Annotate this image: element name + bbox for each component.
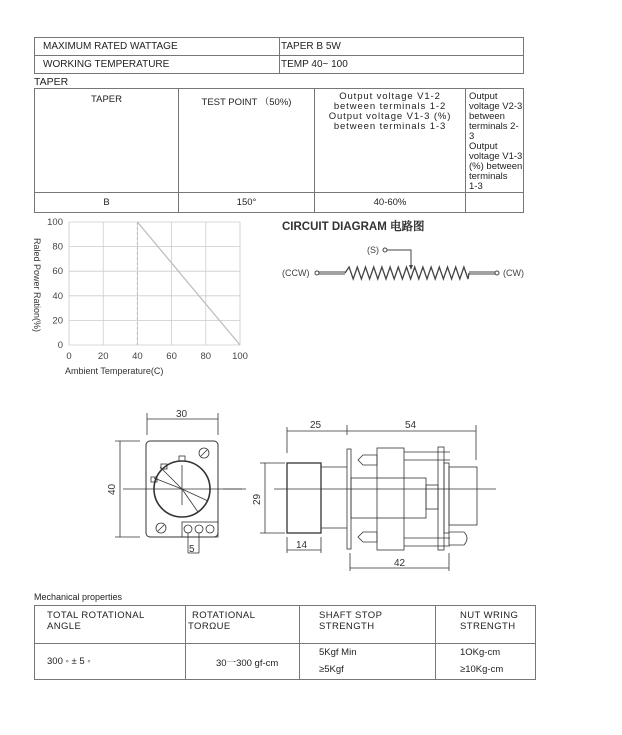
dim-height: 40 [107,483,118,495]
cell-angle: 300 ◦ ± 5 ◦ [35,644,186,680]
mechanical-drawing [100,405,520,575]
table-row [35,56,524,74]
header-output-v12 [315,89,466,193]
spec-value: TEMP 40~ 100 [280,56,524,74]
bushing [351,478,426,518]
cell-line: 1OKg-cm [460,647,501,658]
table-row [35,644,536,680]
mechanical-heading: Mechanical properties [34,592,123,602]
derating-chart [20,210,260,385]
header-line: STRENGTH [460,621,516,632]
rear-housing [449,467,477,525]
terminal-icon [195,525,203,533]
header-taper: TAPER [35,89,179,193]
spec-value: TAPER B 5W [280,38,524,56]
nut-outline [377,448,404,550]
front-view [107,409,242,555]
dim-pitch: 5 [189,544,195,555]
header-test-point: TEST POINT （50%) [179,89,315,193]
circuit-diagram [270,212,550,287]
terminal-pin-icon [358,532,377,542]
side-view [223,420,496,571]
circuit-title: CIRCUIT DIAGRAM 电路图 [282,221,425,233]
y-axis-label: Raled Power Ration(%) [32,238,42,333]
header-nut-wring [436,606,536,644]
terminal-icon [206,525,214,533]
x-axis-label: Ambient Temperature(C) [65,366,164,376]
resistor-icon [345,267,469,279]
y-tick-label: 100 [47,217,63,228]
header-line: NUT WRING [460,610,519,621]
terminal-block [182,522,218,537]
angle-line [160,467,182,489]
terminal-icon [184,525,192,533]
table-header-row [35,89,524,193]
header-line: TORΩUE [188,621,231,632]
header-line: between terminals 1-2 [333,101,447,112]
header-line: Output voltage V1-3 [469,141,523,162]
table-row [35,38,524,56]
header-line: 1-3 [469,181,483,192]
dim-width: 30 [176,409,188,420]
header-line: SHAFT STOP [319,610,383,621]
cell-taper: B [35,193,179,213]
chart-grid [69,222,240,345]
cell-test-point: 150° [179,193,315,213]
cell-output-v23 [466,193,524,213]
wiper-label: (S) [367,245,379,255]
rear-plate [438,447,444,550]
header-shaft-stop [300,606,436,644]
screw-slot [158,525,164,531]
x-tick-label: 0 [66,351,72,362]
ccw-label: (CCW) [282,268,310,278]
cw-label: (CW) [503,268,524,278]
wiper-terminal-icon [383,248,387,252]
header-output-v23 [466,89,524,193]
x-tick-label: 40 [132,351,143,362]
taper-heading: TAPER [34,76,69,88]
cell-output-v12: 40-60% [315,193,466,213]
y-tick-label: 80 [52,241,63,253]
y-tick-label: 60 [52,266,63,278]
mechanical-table [34,605,536,680]
cell-torque: 30一300 gf-cm [186,644,300,680]
rear-plate [444,463,449,533]
header-line: Output voltage V2-3 [469,91,523,112]
x-tick-label: 20 [97,351,109,362]
cell-line: ≥10Kg-cm [460,664,504,675]
header-line: ROTATIONAL [192,610,256,621]
cell-line: ≥5Kgf [319,664,344,675]
screw-slot [201,450,207,456]
y-tick-label: 0 [57,340,63,351]
spec-table [34,37,524,74]
dim-knob-dia: 29 [252,493,263,505]
header-rotational-torque [186,606,300,644]
series-line [137,222,240,345]
dim-body: 42 [394,558,406,569]
dim-total: 54 [405,420,417,431]
header-line: Output voltage V1-2 [339,91,441,102]
spec-label: MAXIMUM RATED WATTAGE [35,38,280,56]
angle-line [154,478,182,489]
x-tick-label: 60 [166,351,177,362]
x-tick-label: 80 [200,351,212,362]
mount-plate [347,449,351,549]
knob-outline [287,463,321,533]
cell-shaft-stop [300,644,436,680]
terminal-pin-icon [358,455,377,465]
taper-table [34,88,524,213]
header-line: STRENGTH [319,621,375,632]
cell-line: 5Kgf Min [319,647,357,658]
header-line: Output voltage V1-3 (%) [328,111,452,122]
y-tick-label: 40 [52,290,63,302]
dim-knob-len: 14 [296,540,308,551]
header-line: TOTAL ROTATIONAL [47,610,145,621]
y-tick-label: 20 [52,315,63,327]
ccw-terminal-icon [315,271,319,275]
cw-terminal-icon [495,271,499,275]
terminal-tab-icon [449,532,467,545]
chart-ticks [47,217,248,362]
table-header-row [35,606,536,644]
header-rotational-angle [35,606,186,644]
header-line: (%) between terminals [469,161,523,182]
cell-nut-wring [436,644,536,680]
header-line: ANGLE [47,621,82,632]
header-line: between terminals 1-3 [333,121,447,132]
header-line: between terminals 2-3 [469,111,519,142]
wiper-lead [387,250,411,269]
wiper-arrow-icon [409,265,413,270]
dim-shaft: 25 [310,420,322,431]
spec-label: WORKING TEMPERATURE [35,56,280,74]
x-tick-label: 100 [232,351,248,362]
